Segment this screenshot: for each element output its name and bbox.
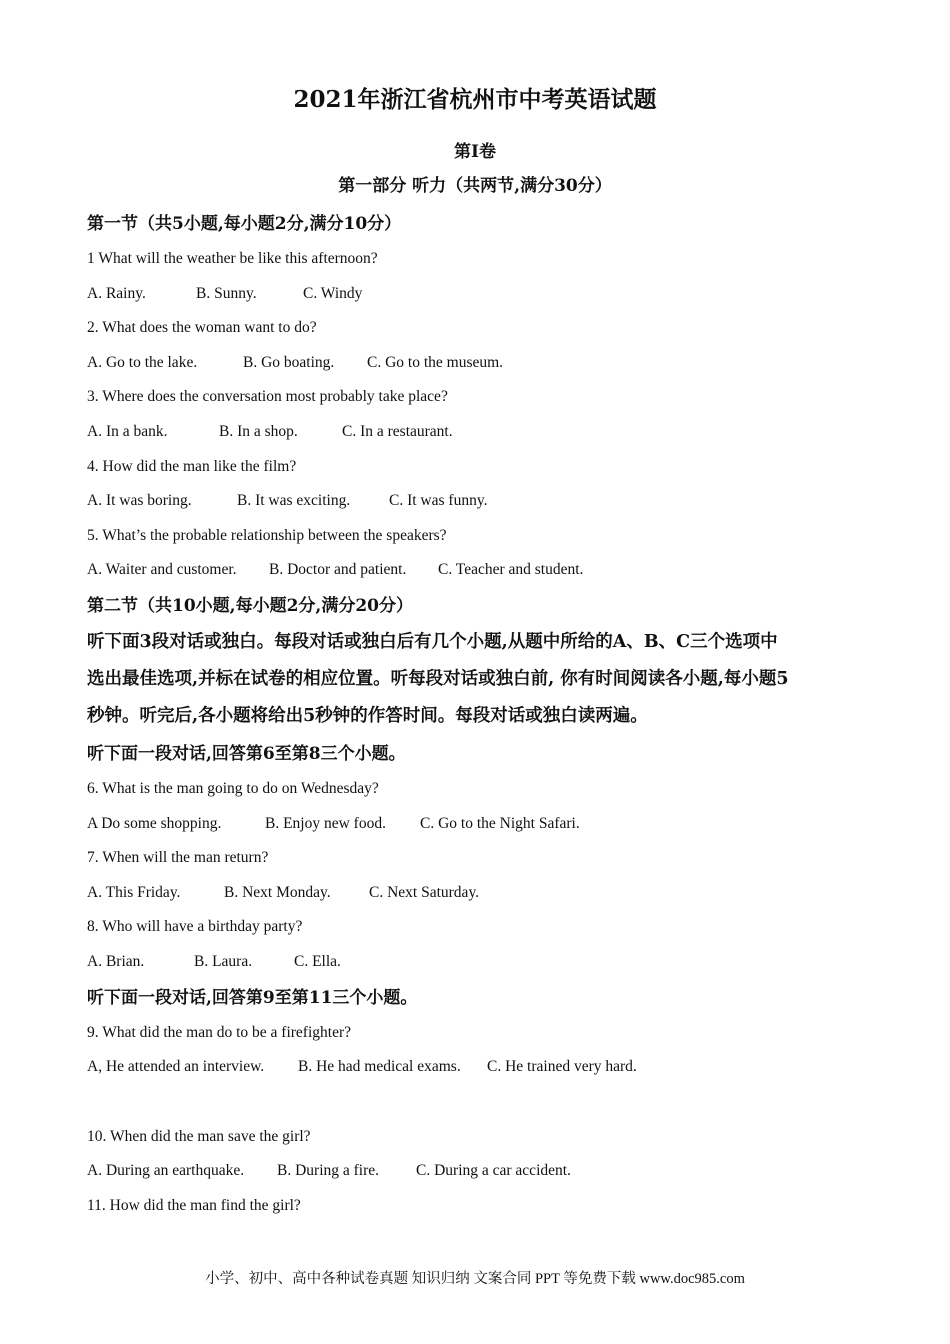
option-b: B. Sunny. xyxy=(196,285,257,302)
question-1-options xyxy=(87,283,362,305)
question-4: 4. How did the man like the film? xyxy=(87,458,297,475)
option-c: C. In a restaurant. xyxy=(342,423,453,440)
instruction-line: 听下面3段对话或独白。每段对话或独白后有几个小题,从题中所给的A、B、C三个选项中 xyxy=(87,632,778,652)
part-title: 第一部分 听力（共两节,满分30分） xyxy=(338,176,612,196)
question-8: 8. Who will have a birthday party? xyxy=(87,918,303,935)
question-9-options xyxy=(87,1056,637,1078)
question-11: 11. How did the man find the girl? xyxy=(87,1197,301,1214)
option-c: C. Windy xyxy=(303,285,363,302)
option-b: B. During a fire. xyxy=(277,1162,380,1179)
group-2-heading: 听下面一段对话,回答第9至第11三个小题。 xyxy=(87,988,418,1008)
option-c: C. Teacher and student. xyxy=(438,561,584,578)
option-b: B. Enjoy new food. xyxy=(265,815,386,832)
option-c: C. Go to the museum. xyxy=(367,354,504,371)
option-b: B. It was exciting. xyxy=(237,492,351,509)
option-a: A. Go to the lake. xyxy=(87,354,198,371)
option-c: C. Ella. xyxy=(294,953,341,970)
volume-title: 第I卷 xyxy=(454,142,496,162)
option-c: C. During a car accident. xyxy=(416,1162,571,1179)
question-7-options xyxy=(87,882,479,904)
option-b: B. Next Monday. xyxy=(224,884,331,901)
section-2-instructions xyxy=(87,624,867,735)
option-a: A. This Friday. xyxy=(87,884,181,901)
group-1-heading: 听下面一段对话,回答第6至第8三个小题。 xyxy=(87,744,406,764)
option-c: C. Go to the Night Safari. xyxy=(420,815,580,832)
option-c: C. It was funny. xyxy=(389,492,488,509)
option-a: A. It was boring. xyxy=(87,492,192,509)
question-9: 9. What did the man do to be a firefighter? xyxy=(87,1024,351,1041)
question-6: 6. What is the man going to do on Wednesday? xyxy=(87,780,379,797)
section-2-title: 第二节（共10小题,每小题2分,满分20分） xyxy=(87,596,413,616)
question-1: 1 What will the weather be like this afternoon? xyxy=(87,250,378,267)
question-4-options xyxy=(87,490,487,512)
option-a: A. Rainy. xyxy=(87,285,146,302)
page-footer: 小学、初中、高中各种试卷真题 知识归纳 文案合同 PPT 等免费下载 www.doc985.com xyxy=(205,1271,745,1287)
option-a: A Do some shopping. xyxy=(87,815,222,832)
option-a: A, He attended an interview. xyxy=(87,1058,265,1075)
option-c: C. He trained very hard. xyxy=(487,1058,637,1075)
question-2: 2. What does the woman want to do? xyxy=(87,319,317,336)
question-2-options xyxy=(87,352,503,374)
instruction-line: 秒钟。听完后,各小题将给出5秒钟的作答时间。每段对话或独白读两遍。 xyxy=(87,706,648,726)
question-10: 10. When did the man save the girl? xyxy=(87,1128,311,1145)
question-7: 7. When will the man return? xyxy=(87,849,269,866)
question-3: 3. Where does the conversation most probably take place? xyxy=(87,388,448,405)
option-b: B. Doctor and patient. xyxy=(269,561,407,578)
option-c: C. Next Saturday. xyxy=(369,884,480,901)
option-a: A. Waiter and customer. xyxy=(87,561,237,578)
question-6-options xyxy=(87,813,580,835)
option-a: A. During an earthquake. xyxy=(87,1162,245,1179)
question-3-options xyxy=(87,421,453,443)
document-title: 2021年浙江省杭州市中考英语试题 xyxy=(293,86,657,113)
instruction-line: 选出最佳选项,并标在试卷的相应位置。听每段对话或独白前, 你有时间阅读各小题,每小题5 xyxy=(87,669,789,689)
option-b: B. He had medical exams. xyxy=(298,1058,461,1075)
question-10-options xyxy=(87,1160,571,1182)
option-a: A. Brian. xyxy=(87,953,145,970)
question-5: 5. What’s the probable relationship between the speakers? xyxy=(87,527,447,544)
option-b: B. Laura. xyxy=(194,953,253,970)
option-a: A. In a bank. xyxy=(87,423,168,440)
question-5-options xyxy=(87,559,583,581)
question-8-options xyxy=(87,951,341,973)
option-b: B. Go boating. xyxy=(243,354,335,371)
option-b: B. In a shop. xyxy=(219,423,298,440)
section-1-title: 第一节（共5小题,每小题2分,满分10分） xyxy=(87,214,402,234)
